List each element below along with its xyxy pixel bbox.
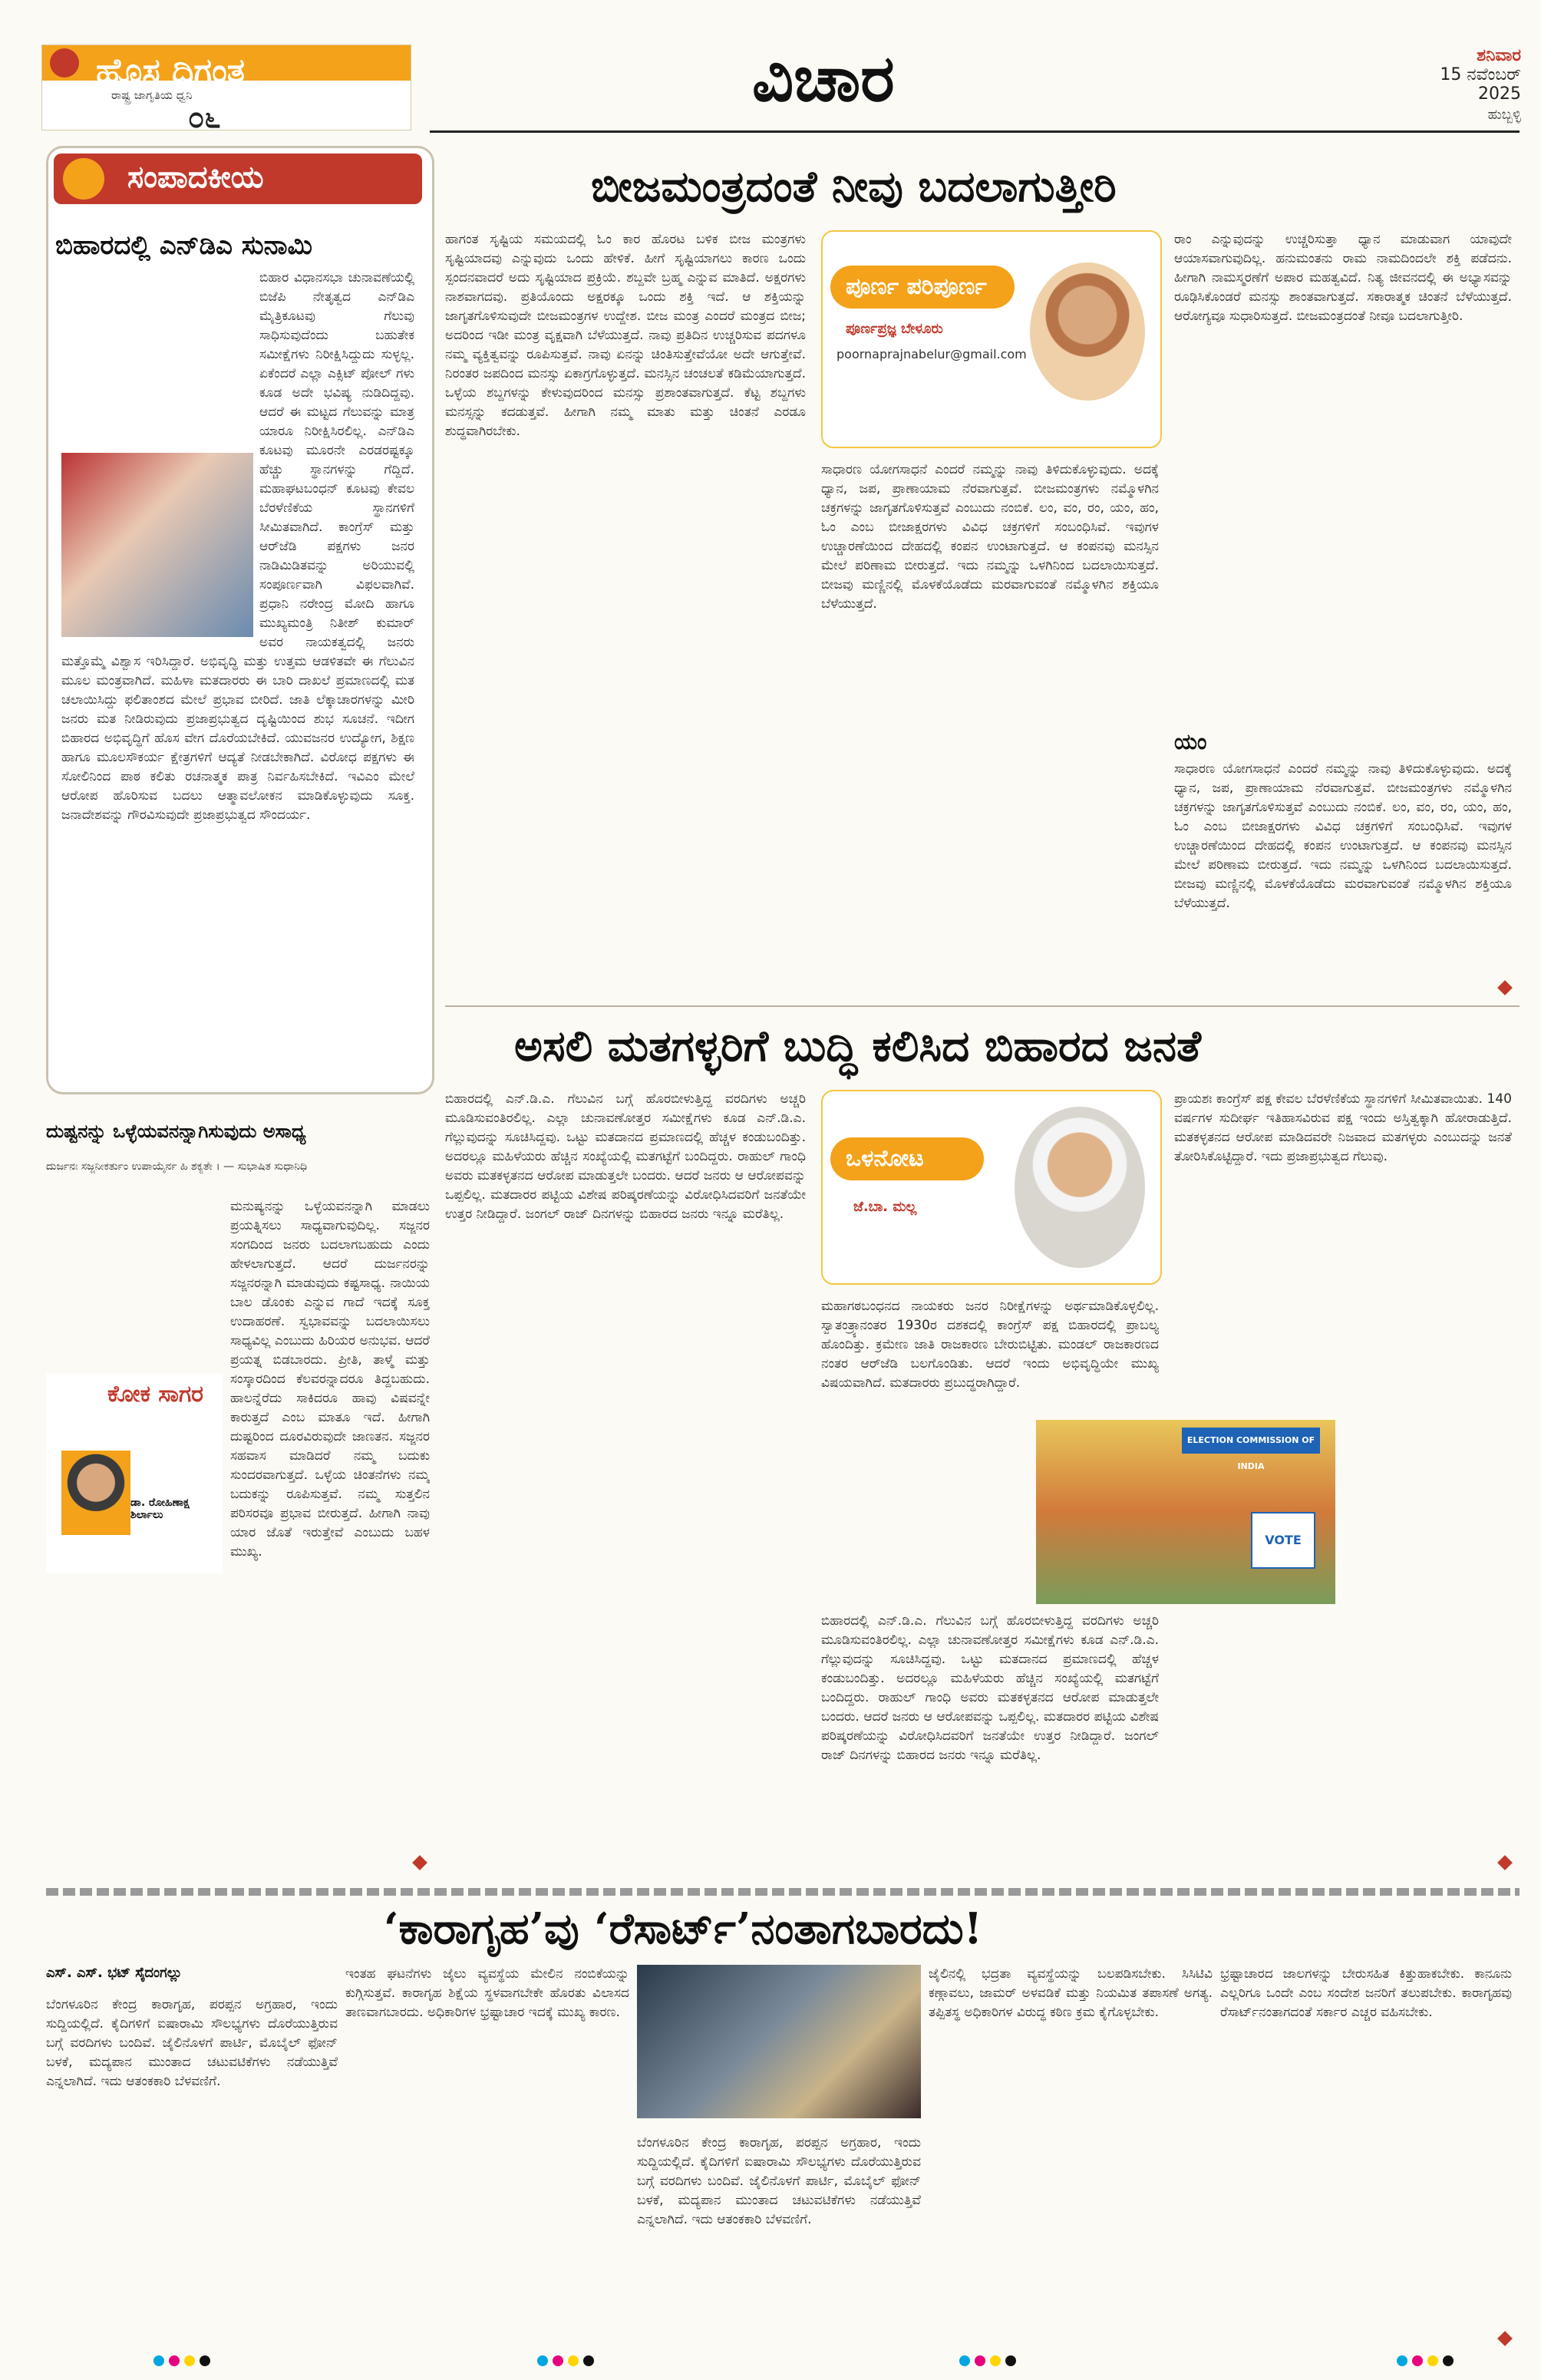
black-dot xyxy=(1005,2355,1016,2366)
article1-body-c2: ಸಾಧಾರಣ ಯೋಗಸಾಧನೆ ಎಂದರೆ ನಮ್ಮನ್ನು ನಾವು ತಿಳಿದುಕೊಳ್ಳುವುದು. ಅದಕ್ಕೆ ಧ್ಯಾನ, ಜಪ, ಪ್ರಾಣಾಯಾಮ ನೆರವಾಗುತ್ತವೆ. ಬೀಜಮಂತ್ರಗಳು ನಮ್ಮೊಳಗಿನ ಚಕ್ರಗಳನ್ನು ಜಾಗೃತಗೊಳಿಸುತ್ತವೆ ಎಂಬುದು ನಂಬಿಕೆ. ಲಂ, ವಂ, ರಂ, ಯಂ, ಹಂ, ಓಂ ಎಂಬ ಬೀಜಾಕ್ಷರಗಳು ವಿವಿಧ ಚಕ್ರಗಳಿಗೆ ಸಂಬಂಧಿಸಿವೆ. ಇವುಗಳ ಉಚ್ಚಾರಣೆಯಿಂದ ದೇಹದಲ್ಲಿ ಕಂಪನ ಉಂಟಾಗುತ್ತದೆ. ಆ ಕಂಪನವು ಮನಸ್ಸಿನ ಮೇಲೆ ಪರಿಣಾಮ ಬೀರುತ್ತದೆ. ಇದು ನಮ್ಮನ್ನು ಒಳಗಿನಿಂದ ಬದಲಾಯಿಸುತ್ತದೆ. ಬೀಜವು ಮಣ್ಣಿನಲ್ಲಿ ಮೊಳಕೆಯೊಡೆದು ಮರವಾಗುವಂತೆ ನಮ್ಮೊಳಗಿನ ಶಕ್ತಿಯೂ ಬೆಳೆಯುತ್ತದೆ. xyxy=(1174,761,1512,911)
article2-end-mark xyxy=(1497,1855,1513,1870)
article1-body-c: ರಾಂ ಎನ್ನುವುದನ್ನು ಉಚ್ಚರಿಸುತ್ತಾ ಧ್ಯಾನ ಮಾಡುವಾಗ ಯಾವುದೇ ಆಯಾಸವಾಗುವುದಿಲ್ಲ. ಹನುಮಂತನು ರಾಮ ನಾಮದಿಂದಲೇ ಶಕ್ತಿ ಪಡೆದನು. ಹೀಗಾಗಿ ನಾಮಸ್ಮರಣೆಗೆ ಅಪಾರ ಮಹತ್ವವಿದೆ. ನಿತ್ಯ ಜೀವನದಲ್ಲಿ ಈ ಅಭ್ಯಾಸವನ್ನು ರೂಢಿಸಿಕೊಂಡರೆ ಮನಸ್ಸು ಶಾಂತವಾಗುತ್ತದೆ. ಸಕಾರಾತ್ಮಕ ಚಿಂತನೆ ಬೆಳೆಯುತ್ತದೆ. ಆರೋಗ್ಯವೂ ಸುಧಾರಿಸುತ್ತದೆ. ಬೀಜಮಂತ್ರದಂತೆ ನೀವೂ ಬದಲಾಗುತ್ತೀರಿ. xyxy=(1174,232,1512,324)
article1-headline: ಬೀಜಮಂತ್ರದಂತೆ ನೀವು ಬದಲಾಗುತ್ತೀರಿ xyxy=(591,161,1117,212)
magenta-dot xyxy=(169,2355,180,2366)
registration-dots-2 xyxy=(537,2355,599,2369)
article1-column-name: ಪೂರ್ಣ ಪರಿಪೂರ್ಣ xyxy=(846,273,987,300)
editorial-icon xyxy=(63,158,104,200)
article2-column-name: ಒಳನೋಟ xyxy=(846,1145,924,1172)
article4-end-mark xyxy=(1497,2331,1513,2346)
yellow-dot xyxy=(184,2355,195,2366)
article2-column-band xyxy=(830,1137,984,1180)
article2-body-c: ಪ್ರಾಯಶಃ ಕಾಂಗ್ರೆಸ್ ಪಕ್ಷ ಕೇವಲ ಬೆರಳೆಣಿಕೆಯ ಸ್ಥಾನಗಳಿಗೆ ಸೀಮಿತವಾಯಿತು. 140 ವರ್ಷಗಳ ಸುದೀರ್ಘ ಇತಿಹಾಸವಿರುವ ಪಕ್ಷ ಇಂದು ಅಸ್ತಿತ್ವಕ್ಕಾಗಿ ಹೋರಾಡುತ್ತಿದೆ. ಮತಕಳ್ಳತನದ ಆರೋಪ ಮಾಡಿದವರೇ ನಿಜವಾದ ಮತಗಳ್ಳರು ಎಂಬುದನ್ನು ಜನತೆ ತೋರಿಸಿಕೊಟ್ಟಿದ್ದಾರೆ. ಇದು ಪ್ರಜಾಪ್ರಭುತ್ವದ ಗೆಲುವು. xyxy=(1174,1091,1512,1164)
paper-name: ಹೊಸ ದಿಗಂತ xyxy=(96,51,246,91)
article4-body-b: ಇಂತಹ ಘಟನೆಗಳು ಜೈಲು ವ್ಯವಸ್ಥೆಯ ಮೇಲಿನ ನಂಬಿಕೆಯನ್ನು ಕುಗ್ಗಿಸುತ್ತವೆ. ಕಾರಾಗೃಹ ಶಿಕ್ಷೆಯ ಸ್ಥಳವಾಗಬೇಕೇ ಹೊರತು ವಿಲಾಸದ ತಾಣವಾಗಬಾರದು. ಅಧಿಕಾರಿಗಳ ಭ್ರಷ್ಟಾಚಾರ ಇದಕ್ಕೆ ಮುಖ್ಯ ಕಾರಣ. xyxy=(345,1966,629,2020)
article2-body-b: ಮಹಾಗಠಬಂಧನದ ನಾಯಕರು ಜನರ ನಿರೀಕ್ಷೆಗಳನ್ನು ಅರ್ಥಮಾಡಿಕೊಳ್ಳಲಿಲ್ಲ. ಸ್ವಾತಂತ್ರ್ಯಾನಂತರ 1930ರ ದಶಕದಲ್ಲಿ ಕಾಂಗ್ರೆಸ್ ಪಕ್ಷ ಬಿಹಾರದಲ್ಲಿ ಪ್ರಾಬಲ್ಯ ಹೊಂದಿತ್ತು. ಕ್ರಮೇಣ ಜಾತಿ ರಾಜಕಾರಣ ಬೇರುಬಿಟ್ಟಿತು. ಮಂಡಲ್ ರಾಜಕಾರಣದ ನಂತರ ಆರ್‌ಜೆಡಿ ಬಲಗೊಂಡಿತು. ಆದರೆ ಇಂದು ಅಭಿವೃದ್ಧಿಯೇ ಮುಖ್ಯ ವಿಷಯವಾಗಿದೆ. ಮತದಾರರು ಪ್ರಬುದ್ಧರಾಗಿದ್ದಾರೆ. xyxy=(821,1299,1159,1391)
article4-body-a: ಬೆಂಗಳೂರಿನ ಕೇಂದ್ರ ಕಾರಾಗೃಹ, ಪರಪ್ಪನ ಅಗ್ರಹಾರ, ಇಂದು ಸುದ್ದಿಯಲ್ಲಿದೆ. ಕೈದಿಗಳಿಗೆ ಐಷಾರಾಮಿ ಸೌಲಭ್ಯಗಳು ದೊರೆಯುತ್ತಿರುವ ಬಗ್ಗೆ ವರದಿಗಳು ಬಂದಿವೆ. ಜೈಲಿನೊಳಗೆ ಪಾರ್ಟಿ, ಮೊಬೈಲ್ ಫೋನ್ ಬಳಕೆ, ಮದ್ಯಪಾನ ಮುಂತಾದ ಚಟುವಟಿಕೆಗಳು ನಡೆಯುತ್ತಿವೆ ಎನ್ನಲಾಗಿದೆ. ಇದು ಆತಂಕಕಾರಿ ಬೆಳವಣಿಗೆ. xyxy=(46,1997,338,2089)
magenta-dot xyxy=(975,2355,985,2366)
black-dot xyxy=(583,2355,594,2366)
editorial-header xyxy=(54,153,422,204)
article2-author-card xyxy=(821,1090,1162,1285)
article2-author-portrait xyxy=(1015,1107,1145,1268)
article4-author: ಎಸ್. ಎಸ್. ಭಟ್ ಸೈದಂಗಲ್ಲು xyxy=(46,1965,183,1981)
article2-headline: ಅಸಲಿ ಮತಗಳ್ಳರಿಗೆ ಬುದ್ಧಿ ಕಲಿಸಿದ ಬಿಹಾರದ ಜನತೆ xyxy=(514,1021,1201,1071)
black-dot xyxy=(1443,2355,1454,2366)
article1-email: poornaprajnabelur@gmail.com xyxy=(836,347,1027,361)
article4-headline: ‘ಕಾರಾಗೃಹ’ವು ‘ರೆಸಾರ್ಟ್’ನಂತಾಗಬಾರದು! xyxy=(384,1903,983,1954)
cyan-dot xyxy=(959,2355,970,2366)
cyan-dot xyxy=(153,2355,164,2366)
article1-subhead-a: ಯಂ xyxy=(1174,729,1207,754)
black-dot xyxy=(200,2355,210,2366)
magenta-dot xyxy=(553,2355,563,2366)
column3-author: ಡಾ. ರೋಹಿಣಾಕ್ಷ ಶಿರ್ಲಾಲು xyxy=(130,1497,190,1521)
edition-city: ಹುಬ್ಬಳ್ಳಿ xyxy=(1487,107,1521,123)
editorial-dropcap xyxy=(61,453,253,637)
registration-dots-4 xyxy=(1397,2355,1458,2369)
editorial-label: ಸಂಪಾದಕೀಯ xyxy=(127,160,264,195)
cyan-dot xyxy=(1397,2355,1407,2366)
column3-quote: ದುರ್ಜನಃ ಸಜ್ಜನೀಕರ್ತುಂ ಉಪಾಯೈರ್ನ ಹಿ ಶಕ್ಯತೇ । — ಸುಭಾಷಿತ ಸುಧಾನಿಧಿ xyxy=(46,1160,308,1173)
column3-float-spacer xyxy=(46,1197,230,1581)
article2-body-b2: ಬಿಹಾರದಲ್ಲಿ ಎನ್.ಡಿ.ಎ. ಗೆಲುವಿನ ಬಗ್ಗೆ ಹೊರಬೀಳುತ್ತಿದ್ದ ವರದಿಗಳು ಅಚ್ಚರಿ ಮೂಡಿಸುವಂತಿರಲಿಲ್ಲ. ಎಲ್ಲಾ ಚುನಾವಣೋತ್ತರ ಸಮೀಕ್ಷೆಗಳು ಕೂಡ ಎನ್.ಡಿ.ಎ. ಗೆಲ್ಲುವುದನ್ನು ಸೂಚಿಸಿದ್ದವು. ಒಟ್ಟು ಮತದಾನದ ಪ್ರಮಾಣದಲ್ಲಿ ಹೆಚ್ಚಳ ಕಂಡುಬಂದಿತ್ತು. ಅದರಲ್ಲೂ ಮಹಿಳೆಯರು ಹೆಚ್ಚಿನ ಸಂಖ್ಯೆಯಲ್ಲಿ ಮತಗಟ್ಟೆಗೆ ಬಂದಿದ್ದರು. ರಾಹುಲ್ ಗಾಂಧಿ ಅವರು ಮತಕಳ್ಳತನದ ಆರೋಪ ಮಾಡುತ್ತಲೇ ಬಂದರು. ಆದರೆ ಜನರು ಆ ಆರೋಪವನ್ನು ಒಪ್ಪಲಿಲ್ಲ. ಮತದಾರರ ಪಟ್ಟಿಯ ವಿಶೇಷ ಪರಿಷ್ಕರಣೆಯನ್ನು ವಿರೋಧಿಸಿದವರಿಗೆ ಜನತೆಯೇ ಉತ್ತರ ನೀಡಿದ್ದಾರೆ. ಜಂಗಲ್ ರಾಜ್ ದಿನಗಳನ್ನು ಬಿಹಾರದ ಜನರು ಇನ್ನೂ ಮರೆತಿಲ್ಲ. xyxy=(821,1613,1159,1763)
article1-column-band xyxy=(830,266,1015,309)
ballot-box: VOTE xyxy=(1251,1512,1315,1569)
issue-date: 15 ನವೆಂಬರ್ 2025 xyxy=(1440,65,1521,104)
divider-mid xyxy=(445,1005,1520,1007)
article1-body-a: ಹಾಗಂತ ಸೃಷ್ಟಿಯ ಸಮಯದಲ್ಲಿ ಓಂ ಕಾರ ಹೊರಟ ಬಳಿಕ ಬೀಜ ಮಂತ್ರಗಳು ಸೃಷ್ಟಿಯಾದವು ಎನ್ನುವುದು ಒಂದು ಹೇಳಿಕೆ. ಹೀಗೆ ಸೃಷ್ಟಿಯಾಗಲು ಕಾರಣ ಒಂದು ಸ್ಪಂದನವಾದರೆ ಅದು ಸೃಷ್ಟಿಯಾದ ಪ್ರಕ್ರಿಯೆ. ಶಬ್ದವೇ ಬ್ರಹ್ಮ ಎನ್ನುವ ಮಾತಿದೆ. ಅಕ್ಷರಗಳು ನಾಶವಾಗದವು. ಪ್ರತಿಯೊಂದು ಅಕ್ಷರಕ್ಕೂ ಒಂದು ಶಕ್ತಿ ಇದೆ. ಆ ಶಕ್ತಿಯನ್ನು ಜಾಗೃತಗೊಳಿಸುವುದೇ ಬೀಜಮಂತ್ರಗಳ ಉದ್ದೇಶ. ಬೀಜ ಮಂತ್ರ ಎಂದರೆ ಮಂತ್ರದ ಬೀಜ; ಅದರಿಂದ ಇಡೀ ಮಂತ್ರ ವೃಕ್ಷವಾಗಿ ಬೆಳೆಯುತ್ತದೆ. ನಾವು ಪ್ರತಿದಿನ ಉಚ್ಚರಿಸುವ ಪದಗಳೂ ನಮ್ಮ ವ್ಯಕ್ತಿತ್ವವನ್ನು ರೂಪಿಸುತ್ತವೆ. ನಾವು ಏನನ್ನು ಚಿಂತಿಸುತ್ತೇವೆಯೋ ಅದೇ ಆಗುತ್ತೇವೆ. ನಿರಂತರ ಜಪದಿಂದ ಮನಸ್ಸು ಏಕಾಗ್ರಗೊಳ್ಳುತ್ತದೆ. ಮನಸ್ಸಿನ ಚಂಚಲತೆ ಕಡಿಮೆಯಾಗುತ್ತದೆ. ಒಳ್ಳೆಯ ಶಬ್ದಗಳನ್ನು ಕೇಳುವುದರಿಂದ ಮನಸ್ಸು ಪ್ರಶಾಂತವಾಗುತ್ತದೆ. ಕೆಟ್ಟ ಶಬ್ದಗಳು ಮನಸ್ಸನ್ನು ಕದಡುತ್ತವೆ. ಹೀಗಾಗಿ ನಮ್ಮ ಮಾತು ಮತ್ತು ಚಿಂತನೆ ಎರಡೂ ಶುದ್ಧವಾಗಿರಬೇಕು. xyxy=(445,232,806,439)
cyan-dot xyxy=(537,2355,548,2366)
column3-text: ಮನುಷ್ಯನನ್ನು ಒಳ್ಳೆಯವನನ್ನಾಗಿ ಮಾಡಲು ಪ್ರಯತ್ನಿಸಲು ಸಾಧ್ಯವಾಗುವುದಿಲ್ಲ. ಸಜ್ಜನರ ಸಂಗದಿಂದ ಜನರು ಬದಲಾಗಬಹುದು ಎಂದು ಹೇಳಲಾಗುತ್ತದೆ. ಆದರೆ ದುರ್ಜನರನ್ನು ಸಜ್ಜನರನ್ನಾಗಿ ಮಾಡುವುದು ಕಷ್ಟಸಾಧ್ಯ. ನಾಯಿಯ ಬಾಲ ಡೊಂಕು ಎನ್ನುವ ಗಾದೆ ಇದಕ್ಕೆ ಸೂಕ್ತ ಉದಾಹರಣೆ. ಸ್ವಭಾವವನ್ನು ಬದಲಾಯಿಸಲು ಸಾಧ್ಯವಿಲ್ಲ ಎಂಬುದು ಹಿರಿಯರ ಅನುಭವ. ಆದರೆ ಪ್ರಯತ್ನ ಬಿಡಬಾರದು. ಪ್ರೀತಿ, ತಾಳ್ಮೆ ಮತ್ತು ಸಂಸ್ಕಾರದಿಂದ ಕೆಲವರನ್ನಾದರೂ ತಿದ್ದಬಹುದು. ಹಾಲನ್ನೆರೆದು ಸಾಕಿದರೂ ಹಾವು ವಿಷವನ್ನೇ ಕಾರುತ್ತದೆ ಎಂಬ ಮಾತೂ ಇದೆ. ಹೀಗಾಗಿ ದುಷ್ಟರಿಂದ ದೂರವಿರುವುದೇ ಜಾಣತನ. ಸಜ್ಜನರ ಸಹವಾಸ ಮಾಡಿದರೆ ನಮ್ಮ ಬದುಕು ಸುಂದರವಾಗುತ್ತದೆ. ಒಳ್ಳೆಯ ಚಿಂತನೆಗಳು ನಮ್ಮ ಬದುಕನ್ನು ರೂಪಿಸುತ್ತವೆ. ನಮ್ಮ ಸುತ್ತಲಿನ ಪರಿಸರವೂ ಪ್ರಭಾವ ಬೀರುತ್ತದೆ. ಹೀಗಾಗಿ ನಾವು ಯಾರ ಜೊತೆ ಇರುತ್ತೇವೆ ಎಂಬುದು ಬಹಳ ಮುಖ್ಯ. xyxy=(230,1199,430,1560)
yellow-dot xyxy=(1427,2355,1438,2366)
article2-body-a: ಬಿಹಾರದಲ್ಲಿ ಎನ್.ಡಿ.ಎ. ಗೆಲುವಿನ ಬಗ್ಗೆ ಹೊರಬೀಳುತ್ತಿದ್ದ ವರದಿಗಳು ಅಚ್ಚರಿ ಮೂಡಿಸುವಂತಿರಲಿಲ್ಲ. ಎಲ್ಲಾ ಚುನಾವಣೋತ್ತರ ಸಮೀಕ್ಷೆಗಳು ಕೂಡ ಎನ್.ಡಿ.ಎ. ಗೆಲ್ಲುವುದನ್ನು ಸೂಚಿಸಿದ್ದವು. ಒಟ್ಟು ಮತದಾನದ ಪ್ರಮಾಣದಲ್ಲಿ ಹೆಚ್ಚಳ ಕಂಡುಬಂದಿತ್ತು. ಅದರಲ್ಲೂ ಮಹಿಳೆಯರು ಹೆಚ್ಚಿನ ಸಂಖ್ಯೆಯಲ್ಲಿ ಮತಗಟ್ಟೆಗೆ ಬಂದಿದ್ದರು. ರಾಹುಲ್ ಗಾಂಧಿ ಅವರು ಮತಕಳ್ಳತನದ ಆರೋಪ ಮಾಡುತ್ತಲೇ ಬಂದರು. ಆದರೆ ಜನರು ಆ ಆರೋಪವನ್ನು ಒಪ್ಪಲಿಲ್ಲ. ಮತದಾರರ ಪಟ್ಟಿಯ ವಿಶೇಷ ಪರಿಷ್ಕರಣೆಯನ್ನು ವಿರೋಧಿಸಿದವರಿಗೆ ಜನತೆಯೇ ಉತ್ತರ ನೀಡಿದ್ದಾರೆ. ಜಂಗಲ್ ರಾಜ್ ದಿನಗಳನ್ನು ಬಿಹಾರದ ಜನರು ಇನ್ನೂ ಮರೆತಿಲ್ಲ. xyxy=(445,1091,806,1222)
article1-author-card xyxy=(821,230,1162,448)
registration-dots-3 xyxy=(959,2355,1021,2369)
masthead-logo xyxy=(41,45,411,134)
editorial-body xyxy=(61,269,414,1074)
editorial-text: ಬಿಹಾರ ವಿಧಾನಸಭಾ ಚುನಾವಣೆಯಲ್ಲಿ ಬಿಜೆಪಿ ನೇತೃತ್ವದ ಎನ್‌ಡಿಎ ಮೈತ್ರಿಕೂಟವು ಗೆಲುವು ಸಾಧಿಸುವುದೆಂದು ಬಹುತೇಕ ಸಮೀಕ್ಷೆಗಳು ನಿರೀಕ್ಷಿಸಿದ್ದುದು ಸುಳ್ಳಲ್ಲ. ಏಕೆಂದರೆ ಎಲ್ಲಾ ಎಕ್ಸಿಟ್ ಪೋಲ್ ಗಳು ಕೂಡ ಅದೇ ಭವಿಷ್ಯ ನುಡಿದಿದ್ದವು. ಆದರೆ ಈ ಮಟ್ಟದ ಗೆಲುವನ್ನು ಮಾತ್ರ ಯಾರೂ ನಿರೀಕ್ಷಿಸಿರಲಿಲ್ಲ. ಎನ್‌ಡಿಎ ಕೂಟವು ಮೂರನೇ ಎರಡರಷ್ಟಕ್ಕೂ ಹೆಚ್ಚು ಸ್ಥಾನಗಳನ್ನು ಗೆದ್ದಿದೆ. ಮಹಾಘಟಬಂಧನ್ ಕೂಟವು ಕೇವಲ ಬೆರಳೆಣಿಕೆಯ ಸ್ಥಾನಗಳಿಗೆ ಸೀಮಿತವಾಗಿದೆ. ಕಾಂಗ್ರೆಸ್ ಮತ್ತು ಆರ್‌ಜೆಡಿ ಪಕ್ಷಗಳು ಜನರ ನಾಡಿಮಿಡಿತವನ್ನು ಅರಿಯುವಲ್ಲಿ ಸಂಪೂರ್ಣವಾಗಿ ವಿಫಲವಾಗಿವೆ. ಪ್ರಧಾನಿ ನರೇಂದ್ರ ಮೋದಿ ಹಾಗೂ ಮುಖ್ಯಮಂತ್ರಿ ನಿತೀಶ್ ಕುಮಾರ್ ಅವರ ನಾಯಕತ್ವದಲ್ಲಿ ಜನರು ಮತ್ತೊಮ್ಮೆ ವಿಶ್ವಾಸ ಇರಿಸಿದ್ದಾರೆ. ಅಭಿವೃದ್ಧಿ ಮತ್ತು ಉತ್ತಮ ಆಡಳಿತವೇ ಈ ಗೆಲುವಿನ ಮೂಲ ಮಂತ್ರವಾಗಿದೆ. ಮಹಿಳಾ ಮತದಾರರು ಈ ಬಾರಿ ದಾಖಲೆ ಪ್ರಮಾಣದಲ್ಲಿ ಮತ ಚಲಾಯಿಸಿದ್ದು ಫಲಿತಾಂಶದ ಮೇಲೆ ಪ್ರಭಾವ ಬೀರಿದೆ. ಜಾತಿ ಲೆಕ್ಕಾಚಾರಗಳನ್ನು ಮೀರಿ ಜನರು ಮತ ನೀಡಿರುವುದು ಪ್ರಜಾಪ್ರಭುತ್ವದ ದೃಷ್ಟಿಯಿಂದ ಶುಭ ಸೂಚನೆ. ಇದೀಗ ಬಿಹಾರದ ಅಭಿವೃದ್ಧಿಗೆ ಹೊಸ ವೇಗ ದೊರೆಯಬೇಕಿದೆ. ಯುವಜನರ ಉದ್ಯೋಗ, ಶಿಕ್ಷಣ ಹಾಗೂ ಮೂಲಸೌಕರ್ಯ ಕ್ಷೇತ್ರಗಳಿಗೆ ಆದ್ಯತೆ ನೀಡಬೇಕಾಗಿದೆ. ವಿರೋಧ ಪಕ್ಷಗಳು ಈ ಸೋಲಿನಿಂದ ಪಾಠ ಕಲಿತು ರಚನಾತ್ಮಕ ಪಾತ್ರ ನಿರ್ವಹಿಸಬೇಕಿದೆ. ಇವಿಎಂ ಮೇಲೆ ಆರೋಪ ಹೊರಿಸುವ ಬದಲು ಆತ್ಮಾವಲೋಕನ ಮಾಡಿಕೊಳ್ಳುವುದು ಸೂಕ್ತ. ಜನಾದೇಶವನ್ನು ಗೌರವಿಸುವುದೇ ಪ್ರಜಾಪ್ರಭುತ್ವದ ಸೌಂದರ್ಯ. xyxy=(61,270,414,823)
divider-rail xyxy=(46,1888,1520,1896)
article1-end-mark xyxy=(1497,980,1513,995)
section-title: ವಿಚಾರ xyxy=(752,40,895,116)
article4-body-b2: ಬೆಂಗಳೂರಿನ ಕೇಂದ್ರ ಕಾರಾಗೃಹ, ಪರಪ್ಪನ ಅಗ್ರಹಾರ, ಇಂದು ಸುದ್ದಿಯಲ್ಲಿದೆ. ಕೈದಿಗಳಿಗೆ ಐಷಾರಾಮಿ ಸೌಲಭ್ಯಗಳು ದೊರೆಯುತ್ತಿರುವ ಬಗ್ಗೆ ವರದಿಗಳು ಬಂದಿವೆ. ಜೈಲಿನೊಳಗೆ ಪಾರ್ಟಿ, ಮೊಬೈಲ್ ಫೋನ್ ಬಳಕೆ, ಮದ್ಯಪಾನ ಮುಂತಾದ ಚಟುವಟಿಕೆಗಳು ನಡೆಯುತ್ತಿವೆ ಎನ್ನಲಾಗಿದೆ. ಇದು ಆತಂಕಕಾರಿ ಬೆಳವಣಿಗೆ. xyxy=(637,2135,921,2227)
paper-tagline: ರಾಷ್ಟ್ರ ಜಾಗೃತಿಯ ಧ್ವನಿ xyxy=(111,88,193,102)
editorial-title: ಬಿಹಾರದಲ್ಲಿ ಎನ್‌ಡಿಎ ಸುನಾಮಿ xyxy=(55,230,313,261)
article4-body-c: ಜೈಲಿನಲ್ಲಿ ಭದ್ರತಾ ವ್ಯವಸ್ಥೆಯನ್ನು ಬಲಪಡಿಸಬೇಕು. ಸಿಸಿಟಿವಿ ಕಣ್ಗಾವಲು, ಜಾಮರ್ ಅಳವಡಿಕೆ ಮತ್ತು ನಿಯಮಿತ ತಪಾಸಣೆ ಅಗತ್ಯ. ತಪ್ಪಿತಸ್ಥ ಅಧಿಕಾರಿಗಳ ವಿರುದ್ಧ ಕಠಿಣ ಕ್ರಮ ಕೈಗೊಳ್ಳಬೇಕು. xyxy=(929,1966,1213,2020)
jail-photo xyxy=(637,1965,921,2118)
yellow-dot xyxy=(990,2355,1001,2366)
column3-headline: ದುಷ್ಟನನ್ನು ಒಳ್ಳೆಯವನನ್ನಾಗಿಸುವುದು ಅಸಾಧ್ಯ xyxy=(46,1121,306,1142)
article1-author: ಪೂರ್ಣಪ್ರಜ್ಞ ಬೇಳೂರು xyxy=(846,321,943,337)
issue-day: ಶನಿವಾರ xyxy=(1477,46,1521,65)
page-number: ೦೬ xyxy=(188,101,221,134)
column3-column-name: ಕೋಕ ಸಾಗರ xyxy=(107,1381,204,1408)
article4-body-d: ಭ್ರಷ್ಟಾಚಾರದ ಜಾಲಗಳನ್ನು ಬೇರುಸಹಿತ ಕಿತ್ತುಹಾಕಬೇಕು. ಕಾನೂನು ಎಲ್ಲರಿಗೂ ಒಂದೇ ಎಂಬ ಸಂದೇಶ ಜನರಿಗೆ ತಲುಪಬೇಕು. ಕಾರಾಗೃಹವು ರೆಸಾರ್ಟ್‌ನಂತಾಗದಂತೆ ಸರ್ಕಾರ ಎಚ್ಚರ ವಹಿಸಬೇಕು. xyxy=(1220,1966,1512,2020)
article1-body-b: ಸಾಧಾರಣ ಯೋಗಸಾಧನೆ ಎಂದರೆ ನಮ್ಮನ್ನು ನಾವು ತಿಳಿದುಕೊಳ್ಳುವುದು. ಅದಕ್ಕೆ ಧ್ಯಾನ, ಜಪ, ಪ್ರಾಣಾಯಾಮ ನೆರವಾಗುತ್ತವೆ. ಬೀಜಮಂತ್ರಗಳು ನಮ್ಮೊಳಗಿನ ಚಕ್ರಗಳನ್ನು ಜಾಗೃತಗೊಳಿಸುತ್ತವೆ ಎಂಬುದು ನಂಬಿಕೆ. ಲಂ, ವಂ, ರಂ, ಯಂ, ಹಂ, ಓಂ ಎಂಬ ಬೀಜಾಕ್ಷರಗಳು ವಿವಿಧ ಚಕ್ರಗಳಿಗೆ ಸಂಬಂಧಿಸಿವೆ. ಇವುಗಳ ಉಚ್ಚಾರಣೆಯಿಂದ ದೇಹದಲ್ಲಿ ಕಂಪನ ಉಂಟಾಗುತ್ತದೆ. ಆ ಕಂಪನವು ಮನಸ್ಸಿನ ಮೇಲೆ ಪರಿಣಾಮ ಬೀರುತ್ತದೆ. ಇದು ನಮ್ಮನ್ನು ಒಳಗಿನಿಂದ ಬದಲಾಯಿಸುತ್ತದೆ. ಬೀಜವು ಮಣ್ಣಿನಲ್ಲಿ ಮೊಳಕೆಯೊಡೆದು ಮರವಾಗುವಂತೆ ನಮ್ಮೊಳಗಿನ ಶಕ್ತಿಯೂ ಬೆಳೆಯುತ್ತದೆ. xyxy=(821,462,1159,612)
article2-author: ಜೆ.ಬಾ. ಮಲ್ಲ xyxy=(853,1199,917,1215)
magenta-dot xyxy=(1412,2355,1423,2366)
masthead-rule xyxy=(430,130,1520,133)
yellow-dot xyxy=(568,2355,579,2366)
date-box xyxy=(1414,46,1521,123)
emblem-icon xyxy=(50,48,79,78)
article1-author-portrait xyxy=(1030,262,1145,401)
registration-dots-1 xyxy=(153,2355,215,2369)
election-banner: ELECTION COMMISSION OF INDIA xyxy=(1182,1428,1320,1454)
column3-body xyxy=(46,1197,430,1873)
